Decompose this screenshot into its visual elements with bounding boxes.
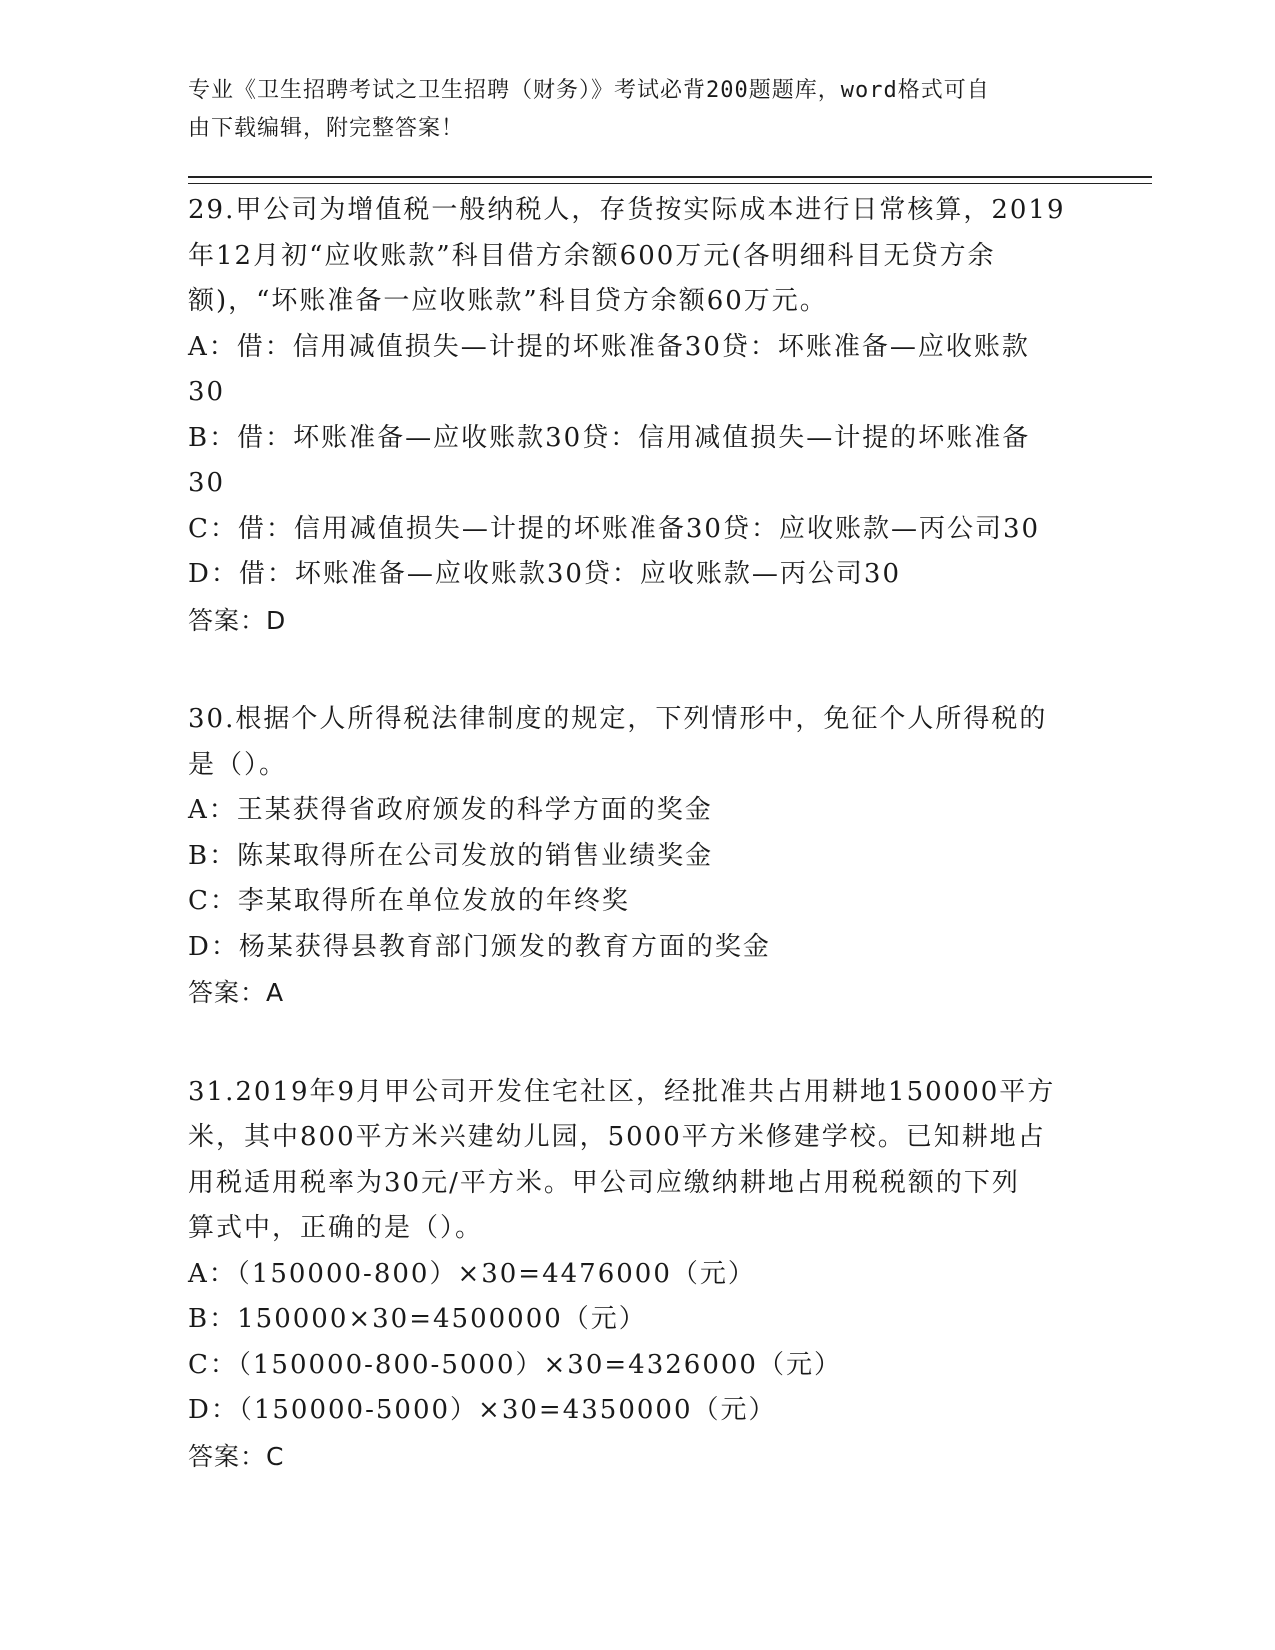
- option-b: B：借：坏账准备—应收账款30贷：信用减值损失—计提的坏账准备: [188, 422, 1031, 453]
- option-c: C：（150000-800-5000）×30=4326000（元）: [188, 1349, 842, 1380]
- option-a: A：（150000-800）×30=4476000（元）: [188, 1258, 756, 1289]
- question-stem-line: 额)，“坏账准备一应收账款”科目贷方余额60万元。: [188, 286, 828, 316]
- question-stem-line: 米，其中800平方米兴建幼儿园，5000平方米修建学校。已知耕地占: [188, 1122, 1046, 1152]
- option-c: C：李某取得所在单位发放的年终奖: [188, 886, 630, 916]
- question-stem-line: 30.根据个人所得税法律制度的规定，下列情形中，免征个人所得税的: [188, 704, 1048, 734]
- document-header: [188, 72, 1088, 148]
- option-b: B：150000×30=4500000（元）: [188, 1304, 647, 1334]
- option-b-continued: 30: [188, 468, 226, 498]
- option-d: D：杨某获得县教育部门颁发的教育方面的奖金: [188, 931, 771, 962]
- question-list: [188, 188, 1088, 1533]
- question-stem-line: 31.2019年9月甲公司开发住宅社区，经批准共占用耕地150000平方: [188, 1076, 1056, 1107]
- answer-label: 答案：A: [188, 978, 285, 1007]
- question-29: [188, 188, 1088, 643]
- answer-label: 答案：D: [188, 605, 287, 635]
- answer-label: 答案：C: [188, 1441, 285, 1471]
- option-a: A：借：信用减值损失—计提的坏账准备30贷：坏账准备—应收账款: [188, 331, 1030, 362]
- header-divider-thick: [188, 176, 1152, 178]
- header-divider-thin: [188, 183, 1152, 184]
- option-d: D：借：坏账准备—应收账款30贷：应收账款—丙公司30: [188, 559, 902, 589]
- question-30: [188, 697, 1088, 1016]
- question-31: [188, 1070, 1088, 1480]
- option-a-continued: 30: [188, 377, 226, 407]
- question-stem-line: 是（）。: [188, 749, 288, 780]
- question-stem-line: 算式中，正确的是（）。: [188, 1213, 484, 1243]
- option-a: A：王某获得省政府颁发的科学方面的奖金: [188, 795, 713, 825]
- header-title-line-2: 由下载编辑，附完整答案！: [188, 116, 465, 141]
- question-stem-line: 29.甲公司为增值税一般纳税人，存货按实际成本进行日常核算，2019: [188, 195, 1066, 225]
- option-d: D：（150000-5000）×30=4350000（元）: [188, 1395, 777, 1425]
- header-title-line-1: 专业《卫生招聘考试之卫生招聘（财务）》考试必背200题题库，word格式可自: [188, 78, 990, 103]
- question-stem-line: 用税适用税率为30元/平方米。甲公司应缴纳耕地占用税税额的下列: [188, 1167, 1020, 1198]
- question-stem-line: 年12月初“应收账款”科目借方余额600万元(各明细科目无贷方余: [188, 240, 996, 271]
- option-c: C：借：信用减值损失—计提的坏账准备30贷：应收账款—丙公司30: [188, 513, 1041, 544]
- option-b: B：陈某取得所在公司发放的销售业绩奖金: [188, 840, 714, 871]
